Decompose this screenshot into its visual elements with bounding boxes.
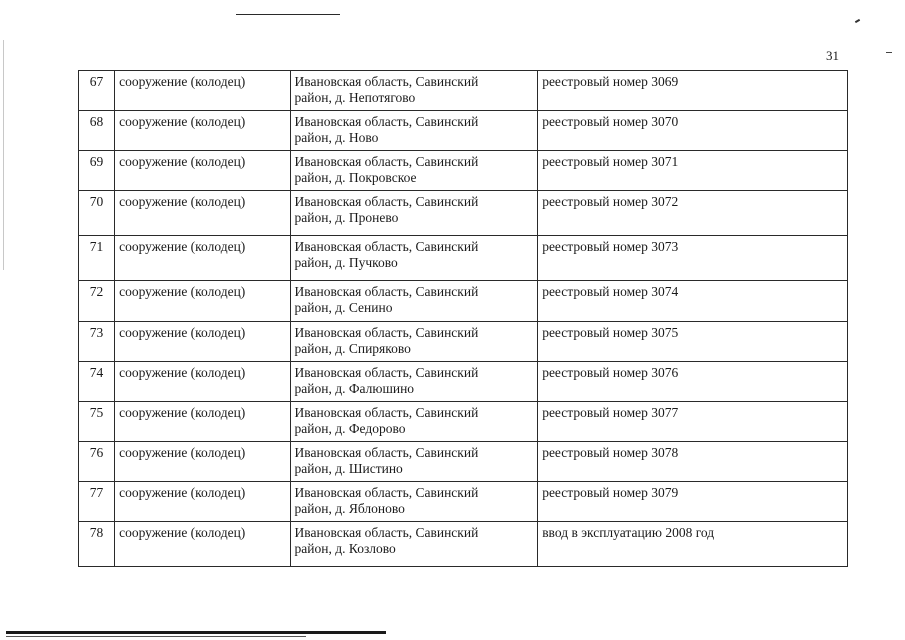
object-type: сооружение (колодец) xyxy=(115,482,290,522)
scan-artifact-line xyxy=(236,14,340,15)
object-type: сооружение (колодец) xyxy=(115,402,290,442)
row-number: 69 xyxy=(79,151,115,191)
object-info: реестровый номер 3077 xyxy=(538,402,848,442)
object-address xyxy=(290,322,538,362)
table-row xyxy=(79,281,848,322)
row-number: 73 xyxy=(79,322,115,362)
scan-artifact-line xyxy=(6,631,386,634)
address-line: Ивановская область, Савинский xyxy=(294,239,479,254)
address-line: район, д. Федорово xyxy=(294,421,406,436)
object-info: ввод в эксплуатацию 2008 год xyxy=(538,522,848,567)
row-number: 67 xyxy=(79,71,115,111)
object-info: реестровый номер 3070 xyxy=(538,111,848,151)
scan-artifact-line xyxy=(6,636,306,637)
object-info: реестровый номер 3071 xyxy=(538,151,848,191)
address-line: район, д. Спиряково xyxy=(294,341,411,356)
object-type: сооружение (колодец) xyxy=(115,522,290,567)
row-number: 70 xyxy=(79,191,115,236)
object-address xyxy=(290,442,538,482)
object-info: реестровый номер 3074 xyxy=(538,281,848,322)
object-info: реестровый номер 3078 xyxy=(538,442,848,482)
object-address xyxy=(290,522,538,567)
address-line: район, д. Яблоново xyxy=(294,501,405,516)
address-line: Ивановская область, Савинский xyxy=(294,114,479,129)
table-row xyxy=(79,482,848,522)
table-row xyxy=(79,402,848,442)
address-line: Ивановская область, Савинский xyxy=(294,325,479,340)
address-line: Ивановская область, Савинский xyxy=(294,405,479,420)
object-type: сооружение (колодец) xyxy=(115,362,290,402)
scan-artifact-edge xyxy=(3,40,4,270)
object-type: сооружение (колодец) xyxy=(115,191,290,236)
object-type: сооружение (колодец) xyxy=(115,281,290,322)
address-line: район, д. Козлово xyxy=(294,541,396,556)
object-address xyxy=(290,191,538,236)
table-row xyxy=(79,362,848,402)
object-address xyxy=(290,71,538,111)
object-address xyxy=(290,111,538,151)
row-number: 71 xyxy=(79,236,115,281)
object-info: реестровый номер 3076 xyxy=(538,362,848,402)
object-type: сооружение (колодец) xyxy=(115,71,290,111)
row-number: 75 xyxy=(79,402,115,442)
address-line: район, д. Ново xyxy=(294,130,379,145)
address-line: Ивановская область, Савинский xyxy=(294,525,479,540)
object-type: сооружение (колодец) xyxy=(115,442,290,482)
row-number: 77 xyxy=(79,482,115,522)
address-line: Ивановская область, Савинский xyxy=(294,284,479,299)
object-address xyxy=(290,281,538,322)
object-type: сооружение (колодец) xyxy=(115,322,290,362)
table-row xyxy=(79,191,848,236)
address-line: Ивановская область, Савинский xyxy=(294,445,479,460)
object-address xyxy=(290,402,538,442)
address-line: Ивановская область, Савинский xyxy=(294,485,479,500)
address-line: Ивановская область, Савинский xyxy=(294,365,479,380)
address-line: Ивановская область, Савинский xyxy=(294,194,479,209)
object-info: реестровый номер 3072 xyxy=(538,191,848,236)
scan-artifact-mark xyxy=(886,52,892,53)
row-number: 68 xyxy=(79,111,115,151)
object-info: реестровый номер 3079 xyxy=(538,482,848,522)
address-line: район, д. Пронево xyxy=(294,210,399,225)
table-row xyxy=(79,71,848,111)
row-number: 74 xyxy=(79,362,115,402)
object-type: сооружение (колодец) xyxy=(115,236,290,281)
property-registry-table xyxy=(78,70,848,567)
scan-artifact-mark xyxy=(855,19,860,23)
table-row xyxy=(79,111,848,151)
object-info: реестровый номер 3073 xyxy=(538,236,848,281)
table-row xyxy=(79,236,848,281)
object-type: сооружение (колодец) xyxy=(115,111,290,151)
address-line: район, д. Шистино xyxy=(294,461,403,476)
row-number: 72 xyxy=(79,281,115,322)
object-type: сооружение (колодец) xyxy=(115,151,290,191)
page-number: 31 xyxy=(826,48,839,63)
table-row xyxy=(79,151,848,191)
table-row xyxy=(79,322,848,362)
address-line: район, д. Сенино xyxy=(294,300,393,315)
table-row xyxy=(79,522,848,567)
object-address xyxy=(290,362,538,402)
address-line: район, д. Непотягово xyxy=(294,90,416,105)
address-line: район, д. Покровское xyxy=(294,170,417,185)
address-line: район, д. Пучково xyxy=(294,255,398,270)
object-info: реестровый номер 3069 xyxy=(538,71,848,111)
object-info: реестровый номер 3075 xyxy=(538,322,848,362)
address-line: Ивановская область, Савинский xyxy=(294,154,479,169)
row-number: 78 xyxy=(79,522,115,567)
object-address xyxy=(290,151,538,191)
address-line: Ивановская область, Савинский xyxy=(294,74,479,89)
object-address xyxy=(290,482,538,522)
table-row xyxy=(79,442,848,482)
row-number: 76 xyxy=(79,442,115,482)
address-line: район, д. Фалюшино xyxy=(294,381,415,396)
object-address xyxy=(290,236,538,281)
